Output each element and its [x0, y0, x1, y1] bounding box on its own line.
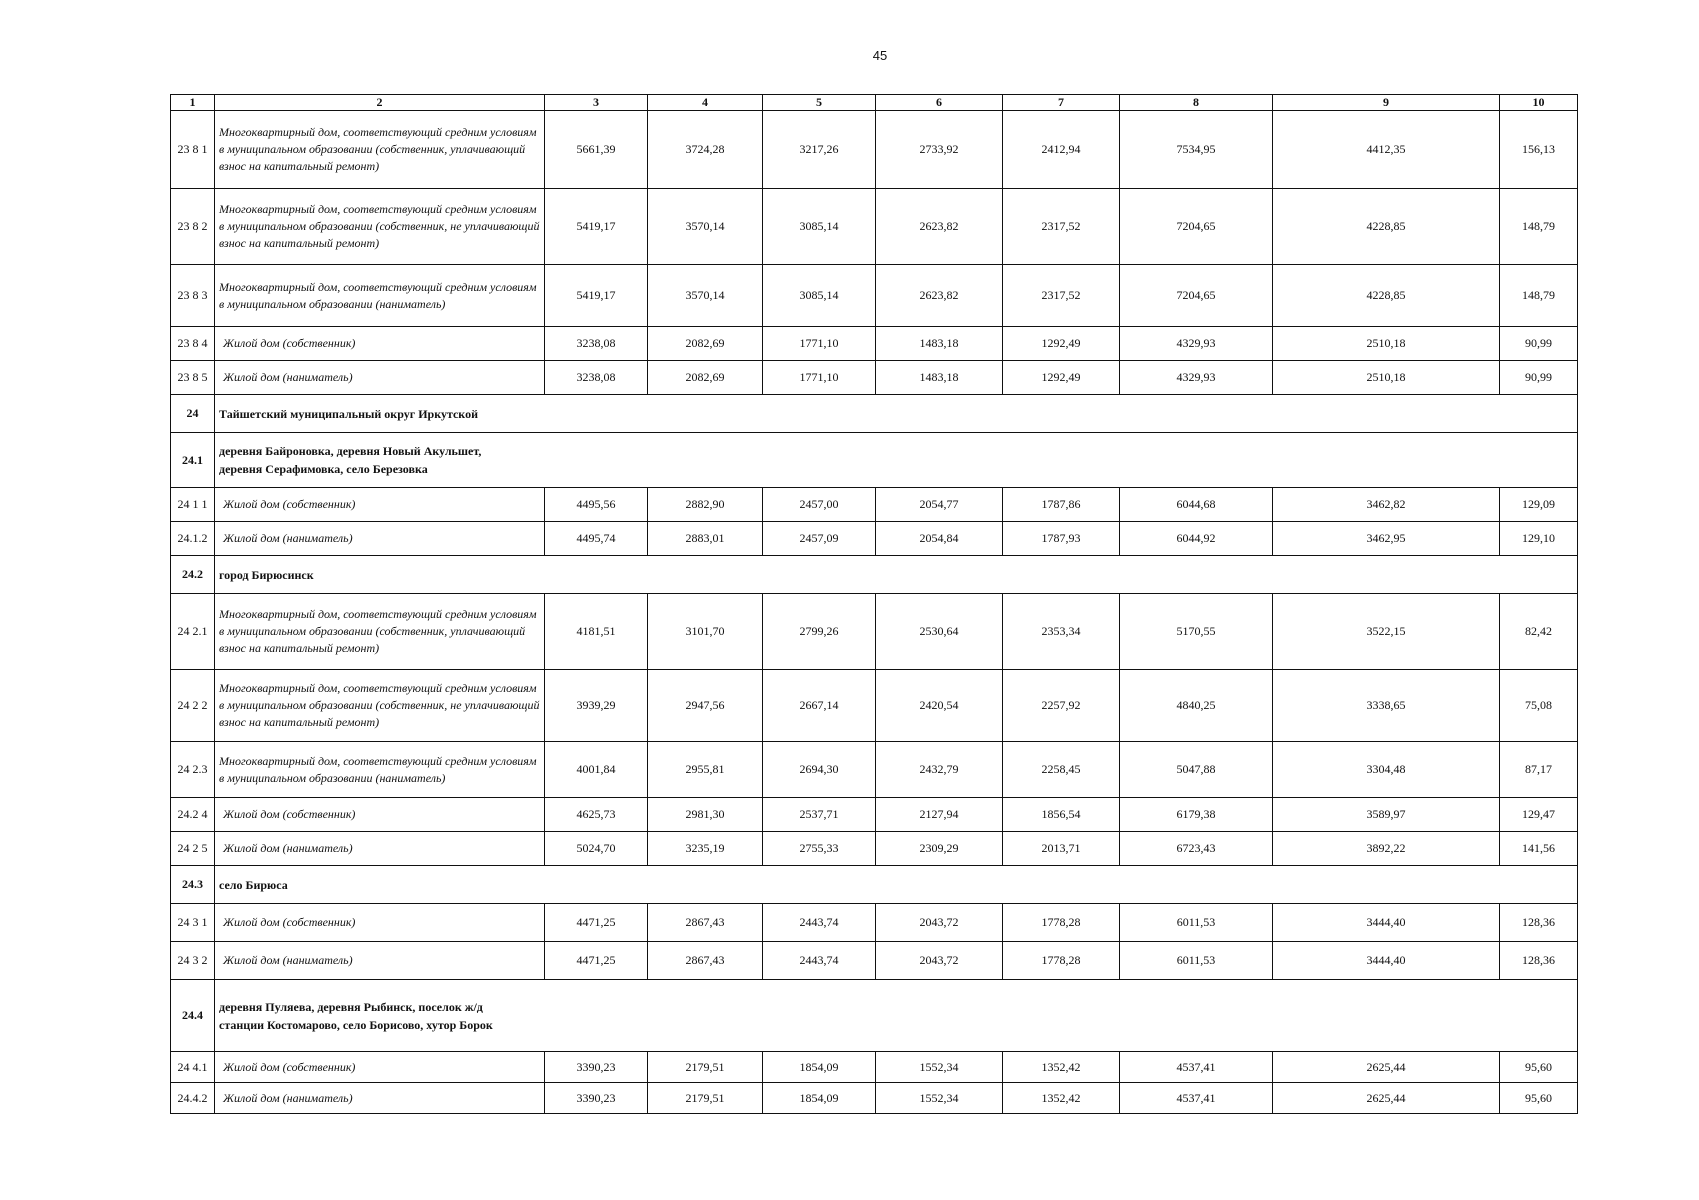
group-code: 24.1	[171, 433, 215, 488]
value-cell-col4: 3724,28	[648, 111, 763, 189]
row-description: Многоквартирный дом, соответствующий средним условиям в муниципальном образовании (наниматель)	[215, 742, 545, 798]
value-cell-col6: 1483,18	[876, 327, 1003, 361]
value-cell-col4: 3570,14	[648, 189, 763, 265]
value-cell-col10: 156,13	[1500, 111, 1578, 189]
table-row	[171, 832, 1578, 866]
value-cell-col4: 2883,01	[648, 522, 763, 556]
value-cell-col9: 4228,85	[1273, 189, 1500, 265]
value-cell-col8: 7204,65	[1120, 189, 1273, 265]
value-cell-col7: 2412,94	[1003, 111, 1120, 189]
group-row	[171, 556, 1578, 594]
group-row	[171, 433, 1578, 488]
value-cell-col8: 6011,53	[1120, 904, 1273, 942]
value-cell-col6: 2043,72	[876, 942, 1003, 980]
value-cell-col7: 1292,49	[1003, 361, 1120, 395]
group-name-text: город Бирюсинск	[219, 567, 314, 582]
value-cell-col10: 141,56	[1500, 832, 1578, 866]
table-row	[171, 904, 1578, 942]
value-cell-col5: 2537,71	[763, 798, 876, 832]
value-cell-col9: 3892,22	[1273, 832, 1500, 866]
value-cell-col4: 2882,90	[648, 488, 763, 522]
table-row	[171, 327, 1578, 361]
group-name	[215, 395, 1578, 433]
table-row	[171, 488, 1578, 522]
value-cell-col4: 2179,51	[648, 1052, 763, 1083]
page-number: 45	[872, 48, 888, 63]
row-code: 24 4.1	[171, 1052, 215, 1083]
group-name-text: Тайшетский муниципальный округ Иркутской	[219, 406, 478, 421]
table-row	[171, 265, 1578, 327]
value-cell-col7: 1778,28	[1003, 942, 1120, 980]
value-cell-col5: 3217,26	[763, 111, 876, 189]
table-body	[171, 95, 1578, 1114]
row-description: Жилой дом (наниматель)	[215, 522, 545, 556]
value-cell-col10: 82,42	[1500, 594, 1578, 670]
table-row	[171, 361, 1578, 395]
row-description: Жилой дом (наниматель)	[215, 361, 545, 395]
value-cell-col9: 3522,15	[1273, 594, 1500, 670]
tariff-table	[170, 94, 1578, 1114]
value-cell-col6: 1552,34	[876, 1083, 1003, 1114]
column-header: 6	[876, 95, 1003, 111]
row-description: Многоквартирный дом, соответствующий средним условиям в муниципальном образовании (собственник, не уплачивающий взнос на капитальный ремонт)	[215, 189, 545, 265]
group-row	[171, 866, 1578, 904]
column-header: 7	[1003, 95, 1120, 111]
value-cell-col4: 2867,43	[648, 942, 763, 980]
group-name-text: село Бирюса	[219, 877, 288, 892]
group-row	[171, 395, 1578, 433]
row-description: Жилой дом (собственник)	[215, 488, 545, 522]
value-cell-col5: 3085,14	[763, 189, 876, 265]
row-description: Жилой дом (наниматель)	[215, 942, 545, 980]
value-cell-col3: 3238,08	[545, 361, 648, 395]
value-cell-col9: 3589,97	[1273, 798, 1500, 832]
table-row	[171, 798, 1578, 832]
row-description: Многоквартирный дом, соответствующий средним условиям в муниципальном образовании (собственник, не уплачивающий взнос на капитальный ремонт)	[215, 670, 545, 742]
value-cell-col7: 2353,34	[1003, 594, 1120, 670]
value-cell-col3: 3390,23	[545, 1052, 648, 1083]
value-cell-col10: 87,17	[1500, 742, 1578, 798]
value-cell-col8: 6011,53	[1120, 942, 1273, 980]
value-cell-col9: 4228,85	[1273, 265, 1500, 327]
value-cell-col9: 2510,18	[1273, 361, 1500, 395]
value-cell-col7: 2257,92	[1003, 670, 1120, 742]
row-code: 24 2.1	[171, 594, 215, 670]
value-cell-col4: 3235,19	[648, 832, 763, 866]
row-description: Жилой дом (наниматель)	[215, 832, 545, 866]
value-cell-col6: 2043,72	[876, 904, 1003, 942]
group-name	[215, 980, 1578, 1052]
value-cell-col6: 2623,82	[876, 189, 1003, 265]
value-cell-col6: 2530,64	[876, 594, 1003, 670]
row-code: 24 1 1	[171, 488, 215, 522]
row-code: 24 2 5	[171, 832, 215, 866]
value-cell-col10: 129,47	[1500, 798, 1578, 832]
row-description: Жилой дом (собственник)	[215, 798, 545, 832]
column-header-row	[171, 95, 1578, 111]
group-code: 24.2	[171, 556, 215, 594]
value-cell-col5: 2667,14	[763, 670, 876, 742]
value-cell-col6: 2733,92	[876, 111, 1003, 189]
value-cell-col3: 3238,08	[545, 327, 648, 361]
table-row	[171, 1083, 1578, 1114]
value-cell-col8: 4537,41	[1120, 1083, 1273, 1114]
column-header: 10	[1500, 95, 1578, 111]
row-code: 24 3 1	[171, 904, 215, 942]
value-cell-col3: 3939,29	[545, 670, 648, 742]
table-row	[171, 594, 1578, 670]
value-cell-col9: 3304,48	[1273, 742, 1500, 798]
group-name	[215, 433, 1578, 488]
value-cell-col7: 1292,49	[1003, 327, 1120, 361]
group-code: 24	[171, 395, 215, 433]
value-cell-col4: 2082,69	[648, 361, 763, 395]
column-header: 2	[215, 95, 545, 111]
column-header: 3	[545, 95, 648, 111]
value-cell-col10: 128,36	[1500, 904, 1578, 942]
value-cell-col7: 2317,52	[1003, 189, 1120, 265]
column-header: 4	[648, 95, 763, 111]
value-cell-col3: 4471,25	[545, 942, 648, 980]
value-cell-col4: 3101,70	[648, 594, 763, 670]
value-cell-col4: 2981,30	[648, 798, 763, 832]
group-name-text: деревня Байроновка, деревня Новый Акульшет, деревня Серафимовка, село Березовка	[219, 444, 482, 476]
value-cell-col5: 2457,09	[763, 522, 876, 556]
value-cell-col7: 2013,71	[1003, 832, 1120, 866]
row-code: 23 8 4	[171, 327, 215, 361]
value-cell-col5: 2457,00	[763, 488, 876, 522]
value-cell-col4: 2955,81	[648, 742, 763, 798]
column-header: 8	[1120, 95, 1273, 111]
table-row	[171, 942, 1578, 980]
value-cell-col5: 2443,74	[763, 904, 876, 942]
row-description: Жилой дом (собственник)	[215, 327, 545, 361]
table-row	[171, 522, 1578, 556]
value-cell-col6: 2054,84	[876, 522, 1003, 556]
row-description: Жилой дом (наниматель)	[215, 1083, 545, 1114]
value-cell-col10: 75,08	[1500, 670, 1578, 742]
value-cell-col10: 95,60	[1500, 1052, 1578, 1083]
row-code: 23 8 3	[171, 265, 215, 327]
value-cell-col3: 4625,73	[545, 798, 648, 832]
value-cell-col3: 5024,70	[545, 832, 648, 866]
value-cell-col8: 7204,65	[1120, 265, 1273, 327]
table-row	[171, 111, 1578, 189]
table-row	[171, 742, 1578, 798]
value-cell-col3: 4001,84	[545, 742, 648, 798]
value-cell-col9: 2625,44	[1273, 1083, 1500, 1114]
value-cell-col5: 1771,10	[763, 361, 876, 395]
group-code: 24.4	[171, 980, 215, 1052]
group-code: 24.3	[171, 866, 215, 904]
value-cell-col9: 2510,18	[1273, 327, 1500, 361]
column-header: 5	[763, 95, 876, 111]
value-cell-col8: 4329,93	[1120, 327, 1273, 361]
value-cell-col4: 2867,43	[648, 904, 763, 942]
table-row	[171, 189, 1578, 265]
value-cell-col8: 6044,68	[1120, 488, 1273, 522]
value-cell-col6: 1552,34	[876, 1052, 1003, 1083]
value-cell-col7: 2317,52	[1003, 265, 1120, 327]
value-cell-col8: 6723,43	[1120, 832, 1273, 866]
value-cell-col3: 3390,23	[545, 1083, 648, 1114]
value-cell-col7: 1787,93	[1003, 522, 1120, 556]
value-cell-col3: 4181,51	[545, 594, 648, 670]
row-code: 24 3 2	[171, 942, 215, 980]
value-cell-col6: 2309,29	[876, 832, 1003, 866]
group-name	[215, 556, 1578, 594]
value-cell-col5: 1854,09	[763, 1083, 876, 1114]
value-cell-col10: 90,99	[1500, 361, 1578, 395]
value-cell-col6: 2432,79	[876, 742, 1003, 798]
table-row	[171, 670, 1578, 742]
group-row	[171, 980, 1578, 1052]
value-cell-col10: 148,79	[1500, 265, 1578, 327]
value-cell-col8: 7534,95	[1120, 111, 1273, 189]
value-cell-col5: 3085,14	[763, 265, 876, 327]
value-cell-col3: 5419,17	[545, 265, 648, 327]
value-cell-col6: 2054,77	[876, 488, 1003, 522]
row-description: Многоквартирный дом, соответствующий средним условиям в муниципальном образовании (собственник, уплачивающий взнос на капитальный ремонт)	[215, 594, 545, 670]
value-cell-col10: 95,60	[1500, 1083, 1578, 1114]
value-cell-col10: 128,36	[1500, 942, 1578, 980]
value-cell-col10: 129,10	[1500, 522, 1578, 556]
value-cell-col8: 4329,93	[1120, 361, 1273, 395]
column-header: 9	[1273, 95, 1500, 111]
value-cell-col9: 2625,44	[1273, 1052, 1500, 1083]
value-cell-col10: 148,79	[1500, 189, 1578, 265]
table-row	[171, 1052, 1578, 1083]
row-description: Многоквартирный дом, соответствующий средним условиям в муниципальном образовании (собственник, уплачивающий взнос на капитальный ремонт)	[215, 111, 545, 189]
row-code: 23 8 5	[171, 361, 215, 395]
value-cell-col9: 3444,40	[1273, 942, 1500, 980]
value-cell-col10: 129,09	[1500, 488, 1578, 522]
value-cell-col3: 4495,56	[545, 488, 648, 522]
value-cell-col7: 1787,86	[1003, 488, 1120, 522]
value-cell-col9: 3338,65	[1273, 670, 1500, 742]
value-cell-col5: 2694,30	[763, 742, 876, 798]
value-cell-col3: 5419,17	[545, 189, 648, 265]
row-code: 24.1.2	[171, 522, 215, 556]
row-code: 24 2 2	[171, 670, 215, 742]
value-cell-col9: 3462,95	[1273, 522, 1500, 556]
value-cell-col9: 4412,35	[1273, 111, 1500, 189]
value-cell-col4: 2082,69	[648, 327, 763, 361]
value-cell-col6: 2127,94	[876, 798, 1003, 832]
value-cell-col3: 4495,74	[545, 522, 648, 556]
column-header: 1	[171, 95, 215, 111]
value-cell-col10: 90,99	[1500, 327, 1578, 361]
value-cell-col5: 2755,33	[763, 832, 876, 866]
value-cell-col7: 1352,42	[1003, 1083, 1120, 1114]
value-cell-col5: 1771,10	[763, 327, 876, 361]
value-cell-col8: 6179,38	[1120, 798, 1273, 832]
value-cell-col7: 2258,45	[1003, 742, 1120, 798]
value-cell-col4: 2179,51	[648, 1083, 763, 1114]
row-code: 24.2 4	[171, 798, 215, 832]
row-description: Жилой дом (собственник)	[215, 904, 545, 942]
row-code: 24 2.3	[171, 742, 215, 798]
value-cell-col9: 3444,40	[1273, 904, 1500, 942]
row-description: Жилой дом (собственник)	[215, 1052, 545, 1083]
row-code: 23 8 1	[171, 111, 215, 189]
row-code: 24.4.2	[171, 1083, 215, 1114]
value-cell-col4: 3570,14	[648, 265, 763, 327]
value-cell-col3: 4471,25	[545, 904, 648, 942]
row-description: Многоквартирный дом, соответствующий средним условиям в муниципальном образовании (наниматель)	[215, 265, 545, 327]
value-cell-col8: 4537,41	[1120, 1052, 1273, 1083]
value-cell-col6: 2623,82	[876, 265, 1003, 327]
value-cell-col5: 2799,26	[763, 594, 876, 670]
group-name-text: деревня Пуляева, деревня Рыбинск, поселок ж/д станции Костомарово, село Борисово, хутор Борок	[219, 999, 493, 1032]
value-cell-col4: 2947,56	[648, 670, 763, 742]
row-code: 23 8 2	[171, 189, 215, 265]
value-cell-col3: 5661,39	[545, 111, 648, 189]
value-cell-col7: 1778,28	[1003, 904, 1120, 942]
value-cell-col5: 2443,74	[763, 942, 876, 980]
value-cell-col8: 6044,92	[1120, 522, 1273, 556]
value-cell-col8: 5047,88	[1120, 742, 1273, 798]
group-name	[215, 866, 1578, 904]
value-cell-col8: 4840,25	[1120, 670, 1273, 742]
value-cell-col9: 3462,82	[1273, 488, 1500, 522]
value-cell-col7: 1352,42	[1003, 1052, 1120, 1083]
value-cell-col8: 5170,55	[1120, 594, 1273, 670]
value-cell-col5: 1854,09	[763, 1052, 876, 1083]
value-cell-col7: 1856,54	[1003, 798, 1120, 832]
value-cell-col6: 2420,54	[876, 670, 1003, 742]
value-cell-col6: 1483,18	[876, 361, 1003, 395]
